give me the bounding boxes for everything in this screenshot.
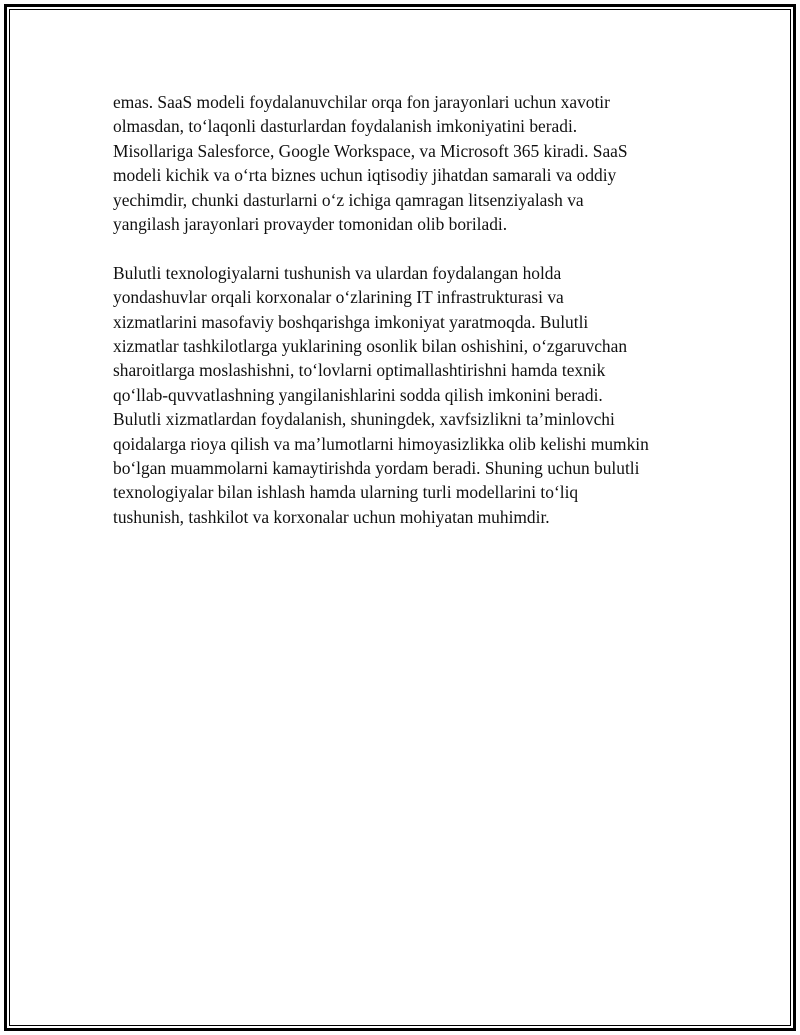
text-line: Bulutli texnologiyalarni tushunish va ulardan foydalangan holda (113, 262, 562, 283)
text-line: sharoitlarga moslashishni, to‘lovlarni optimallashtirishni hamda texnik (113, 360, 606, 381)
text-line: olmasdan, to‘laqonli dasturlardan foydalanish imkoniyatini beradi. (113, 116, 578, 137)
text-line: emas. SaaS modeli foydalanuvchilar orqa fon jarayonlari uchun xavotir (113, 92, 610, 112)
text-line: tushunish, tashkilot va korxonalar uchun mohiyatan muhimdir. (113, 506, 550, 527)
text-line: modeli kichik va o‘rta biznes uchun iqtisodiy jihatdan samarali va oddiy (113, 165, 617, 186)
paragraph-cloud-summary (113, 261, 703, 529)
text-line: xizmatlar tashkilotlarga yuklarining osonlik bilan oshishini, o‘zgaruvchan (113, 336, 628, 357)
text-line: Misollariga Salesforce, Google Workspace, va Microsoft 365 kiradi. SaaS (113, 140, 628, 161)
text-line: texnologiyalar bilan ishlash hamda ularning turli modellarini to‘liq (113, 482, 579, 503)
text-line: yondashuvlar orqali korxonalar o‘zlarining IT infrastrukturasi va (113, 287, 564, 308)
paragraph-saas (113, 90, 703, 236)
text-line: bo‘lgan muammolarni kamaytirishda yordam beradi. Shuning uchun bulutli (113, 458, 640, 479)
text-line: qo‘llab-quvvatlashning yangilanishlarini sodda qilish imkonini beradi. (113, 384, 603, 405)
text-line: qoidalarga rioya qilish va ma’lumotlarni himoyasizlikka olib kelishi mumkin (113, 433, 649, 454)
document-body (113, 90, 703, 529)
text-line: yechimdir, chunki dasturlarni o‘z ichiga qamragan litsenziyalash va (113, 189, 584, 210)
text-line: Bulutli xizmatlardan foydalanish, shuningdek, xavfsizlikni ta’minlovchi (113, 409, 615, 430)
text-line: yangilash jarayonlari provayder tomonidan olib boriladi. (113, 214, 508, 235)
text-line: xizmatlarini masofaviy boshqarishga imkoniyat yaratmoqda. Bulutli (113, 311, 589, 332)
